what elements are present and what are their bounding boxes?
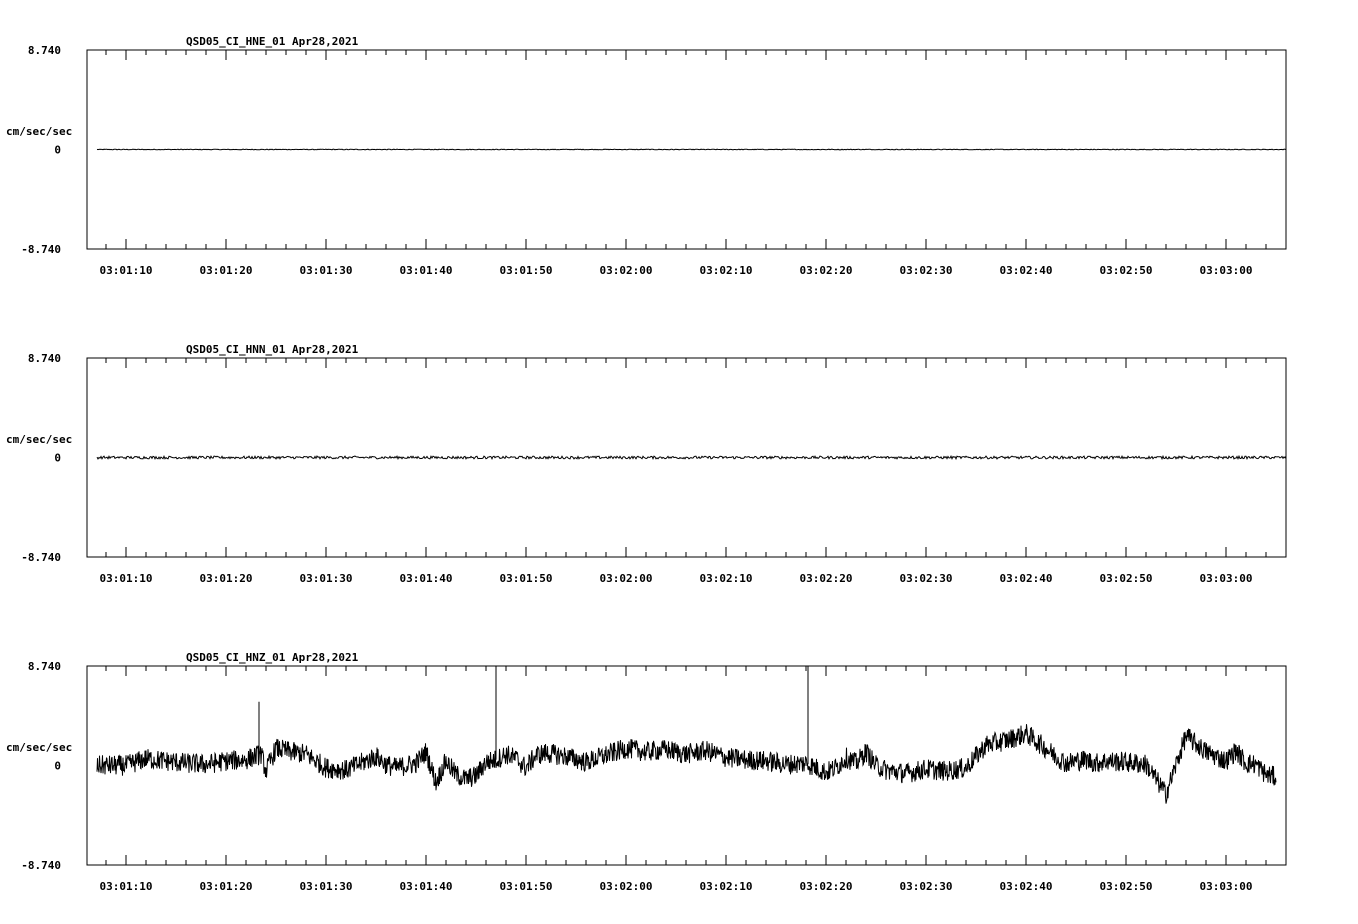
x-tick-label: 03:01:50 — [499, 264, 553, 277]
x-tick-label: 03:02:20 — [799, 264, 853, 277]
y-tick-label: -8.740 — [21, 551, 61, 564]
x-tick-label: 03:03:00 — [1199, 572, 1253, 585]
chart-panel — [6, 651, 1286, 893]
x-tick-label: 03:03:00 — [1199, 880, 1253, 893]
chart-title: QSD05_CI_HNN_01 Apr28,2021 — [186, 343, 359, 356]
y-tick-label: 8.740 — [27, 352, 61, 365]
x-tick-label: 03:02:50 — [1099, 880, 1153, 893]
chart-panel — [6, 35, 1286, 277]
x-tick-label: 03:01:20 — [199, 572, 253, 585]
x-tick-label: 03:02:30 — [899, 880, 953, 893]
y-tick-label: 8.740 — [27, 660, 61, 673]
x-tick-label: 03:01:10 — [99, 572, 153, 585]
x-tick-label: 03:02:40 — [999, 880, 1053, 893]
x-tick-label: 03:02:40 — [999, 572, 1053, 585]
x-tick-label: 03:01:30 — [299, 572, 353, 585]
x-tick-label: 03:02:50 — [1099, 264, 1153, 277]
chart-title: QSD05_CI_HNE_01 Apr28,2021 — [186, 35, 359, 48]
series-line — [97, 149, 1286, 150]
x-tick-label: 03:01:40 — [399, 572, 453, 585]
series-line — [97, 456, 1286, 459]
x-tick-label: 03:02:50 — [1099, 572, 1153, 585]
x-tick-label: 03:02:00 — [599, 880, 653, 893]
x-tick-label: 03:02:10 — [699, 880, 753, 893]
x-tick-label: 03:01:40 — [399, 264, 453, 277]
x-tick-label: 03:01:50 — [499, 880, 553, 893]
x-tick-label: 03:02:20 — [799, 572, 853, 585]
y-tick-label: 0 — [54, 143, 61, 157]
x-tick-label: 03:01:20 — [199, 880, 253, 893]
chart-panel — [6, 343, 1286, 585]
x-tick-label: 03:01:50 — [499, 572, 553, 585]
x-tick-label: 03:02:10 — [699, 264, 753, 277]
y-tick-label: -8.740 — [21, 859, 61, 872]
x-tick-label: 03:01:20 — [199, 264, 253, 277]
x-tick-label: 03:02:30 — [899, 572, 953, 585]
y-tick-label: 0 — [54, 451, 61, 465]
x-tick-label: 03:01:10 — [99, 880, 153, 893]
x-tick-label: 03:01:30 — [299, 264, 353, 277]
x-tick-label: 03:01:10 — [99, 264, 153, 277]
x-tick-label: 03:02:40 — [999, 264, 1053, 277]
x-tick-label: 03:02:00 — [599, 264, 653, 277]
x-tick-label: 03:01:30 — [299, 880, 353, 893]
y-axis-label: cm/sec/sec — [6, 741, 73, 754]
x-tick-label: 03:02:30 — [899, 264, 953, 277]
y-axis-label: cm/sec/sec — [6, 433, 73, 446]
x-tick-label: 03:02:20 — [799, 880, 853, 893]
x-tick-label: 03:01:40 — [399, 880, 453, 893]
y-tick-label: 8.740 — [27, 44, 61, 57]
y-tick-label: -8.740 — [21, 243, 61, 256]
x-tick-label: 03:02:10 — [699, 572, 753, 585]
x-tick-label: 03:02:00 — [599, 572, 653, 585]
chart-title: QSD05_CI_HNZ_01 Apr28,2021 — [186, 651, 359, 664]
series-line — [97, 724, 1276, 803]
x-tick-label: 03:03:00 — [1199, 264, 1253, 277]
y-axis-label: cm/sec/sec — [6, 125, 73, 138]
y-tick-label: 0 — [54, 759, 61, 773]
